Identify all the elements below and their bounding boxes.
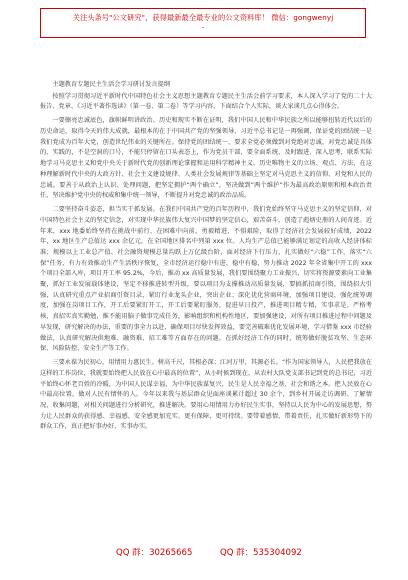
paragraph: 一要擦亮忠诚底色，旗帜鲜明讲政治。历史和现实不断在证明，我们中国人民和中华民族之所以能够扭转近代以后的历史命运，取得今天的伟大成就，最根本的在于中国共产党的坚强领导，习近平总书记是一再强调，保证党的团结统一是我们党成为百年大党，创造世纪伟业的关键所在。保持党的团结统一，要求全党必须做到对党绝对忠诚，对党忠诚是具体的、实践的，不是空洞的口号，不能只停留在口头表态上，作为党员干部，要全面系统、及时跟进、深入思考，联系实际地学习马克思主义和党中央关于新时代党的创新理论掌握和运用科学精神主义，历史唯物主义的立场、观点、方法，在这种理解新时代中央的大政方针、社会主义建设规律、人类社会发展规律等基础上坚定对马克思主义的信仰、对党和人民的忠诚。要善于从政治上认识、处理问题，把坚定拥护“两个确立”，坚决做到“两个维护”作为最高政治原则和根本政治责任，坚决维护党中央的权威和集中统一领导，不断提升对党忠诚的政治品质。 xyxy=(40,117,372,200)
promo-banner xyxy=(40,8,366,38)
banner-line-2: - xyxy=(201,23,205,32)
contact-footer xyxy=(40,546,370,560)
banner-line-1: 关注头条号"公文研究"，获得最新最全最专业的公文资料库！ 微信：gongwenyj xyxy=(72,13,334,22)
qq-group-2: QQ 群：535304092 xyxy=(220,548,302,558)
document-title: 主题教育专题民主生活会学习研讨发言提纲 xyxy=(52,81,170,88)
paragraph: 按照学习贯彻习近平新时代中国特色社会主义思想主题教育专题民主生活会前学习要求，本人深入学习了党的二十大报告、党章、《习近平著作选读》（第一卷、第二卷）等学习内容，下面结合个人实际，谈大家谈几点心得体会。 xyxy=(40,92,372,111)
paragraph: 三要永葆为民初心，用情用力惠民生。树高千尺，其根必深；江河万里，其源必长。“作为国家领导人，人民把我放在这样的工作岗位，我就要始终把人民放在心中最高的位置”，从小时候到现在，从农村大队党支部书记到党的总书记，习近平始终心怀老百姓的冷暖，为中国人民谋幸福，为中华民族谋复兴，民生是人民幸福之基、社会和谐之本。把人民放在心中最高位置，做对人民有情怀的人。今年以来我与基层群众见面座谈累计超过 30 余个，到乡村开展走访调研、了解情况，收集问题，对相关问题进行分析研究，推进解决。要用心用情用力办好民生实事，坚持以人民为中心的发展思想，努力让人民群众的获得感、幸福感、安全感更加充实、更有保障、更可持续。要带着感情、带着责任，扎实做好新形势下的群众工作，真正把好事办好、实事办实。 xyxy=(40,359,372,431)
qq-group-1: QQ 群：30265665 xyxy=(116,548,193,558)
paragraph: 二要坚持奋斗姿态，担当实干抓发展。在我们中国共产党的百年历程中，我们党始终坚守马克思主义的坚定信仰，对中国特色社会主义的坚定信念，对实现中华民族伟大复兴中国梦的坚定信心，艰苦奋斗，创造了彪炳史册的人间奇迹。近年来，xxx 地委始终坚持在挑战中前行、在困难中向前，勇毅精进、不惧艰险，取得了经济社会发展较好成绩，2022 年，xx 地区生产总值达 xxx 余亿元，在全国地区排名中列第 xxx 位。人均生产总值已能够满足划定的高收入经济体标准；规模以上工业总产值、社会融资规模总量均跃上万亿级台阶，面对经济下行压力，扎实做好“六稳”工作，落实“六保”任务，有力有效推动生产生活秩序恢复，全市经济运行稳中有进、稳中有稳，努力推动 2022 年全省集中开工的 xxx 个项目全部入库，项目开工率 95.2%，今后，推动 xx 高质量发展，我们要围绕聚力工业振兴，切实将资源要素向工业集聚，抓好工业发展载体建设，坚定不移推进转型升级，要以项目为支撑推动高质量发展，要搞抓招商引资，围绕招大引强，认真研究重点产业招商引资目录，紧盯行业龙头企业，突出企业；深化优化营商环境，加强项目建设，强化统筹调度，加强在岗项目工作，开工后要紧盯开工，开工后要紧盯服务，促进早日投产，推进项目精专精，实事求是、严格考核，真招实真实勤勉，推不能用脑子做事完成任务，影响组织和机构性地区，要加强建设，对所有项目推进过程中问题及早发现，研究解决的办法，重要的事全力以赴，确保项目尽快发挥效益，要完善破难优化发展环境，学习借鉴 xxx 市经验做法，认真研究解决供地难、融资难、招工难等方面存在的问题，在抓好经济工作的同时，统筹做好脱贫攻坚、生态环保、风险防控、安全生产等工作。 xyxy=(40,206,372,353)
document-body xyxy=(40,80,372,436)
